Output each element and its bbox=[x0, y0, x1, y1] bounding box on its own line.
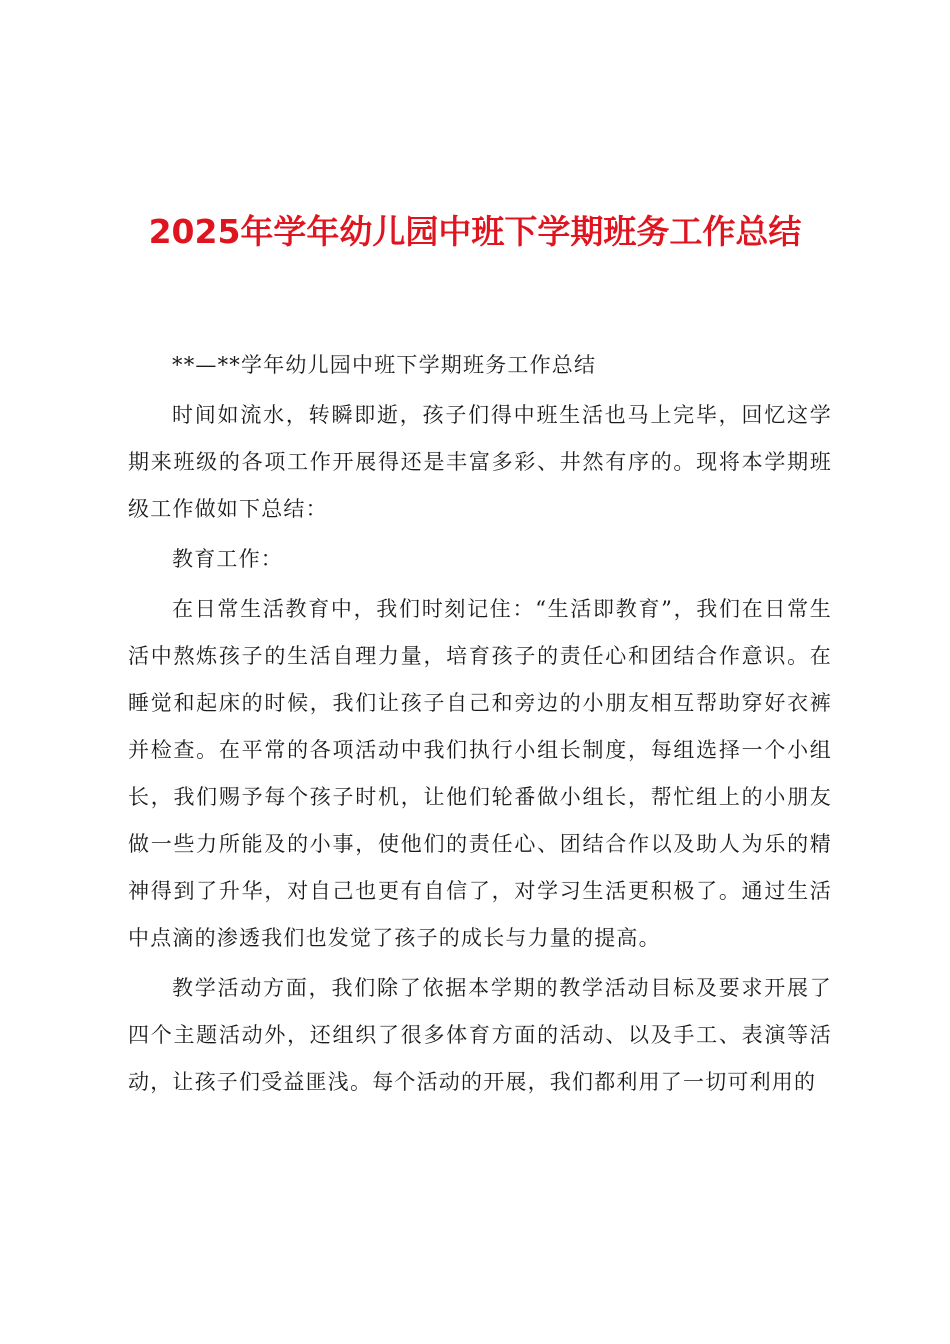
daily-life-paragraph: 在日常生活教育中，我们时刻记住：“生活即教育”，我们在日常生活中熬炼孩子的生活自理力量，培育孩子的责任心和团结合作意识。在睡觉和起床的时候，我们让孩子自己和旁边的小朋友相互帮助穿好衣裤并检查。在平常的各项活动中我们执行小组长制度，每组选择一个小组长，我们赐予每个孩子时机，让他们轮番做小组长，帮忙组上的小朋友做一些力所能及的小事，使他们的责任心、团结合作以及助人为乐的精神得到了升华，对自己也更有自信了，对学习生活更积极了。通过生活中点滴的渗透我们也发觉了孩子的成长与力量的提高。 bbox=[128, 597, 832, 950]
teaching-activities-paragraph: 教学活动方面，我们除了依据本学期的教学活动目标及要求开展了四个主题活动外，还组织了很多体育方面的活动、以及手工、表演等活动，让孩子们受益匪浅。每个活动的开展，我们都利用了一切可利用的 bbox=[128, 976, 832, 1094]
intro-paragraph: 时间如流水，转瞬即逝，孩子们得中班生活也马上完毕，回忆这学期来班级的各项工作开展得还是丰富多彩、井然有序的。现将本学期班级工作做如下总结： bbox=[128, 403, 832, 521]
section-heading-education: 教育工作： bbox=[172, 547, 283, 571]
document-title: 2025年学年幼儿园中班下学期班务工作总结 bbox=[148, 212, 802, 251]
document-body bbox=[128, 342, 832, 1106]
subtitle-paragraph: **—**学年幼儿园中班下学期班务工作总结 bbox=[172, 353, 597, 377]
